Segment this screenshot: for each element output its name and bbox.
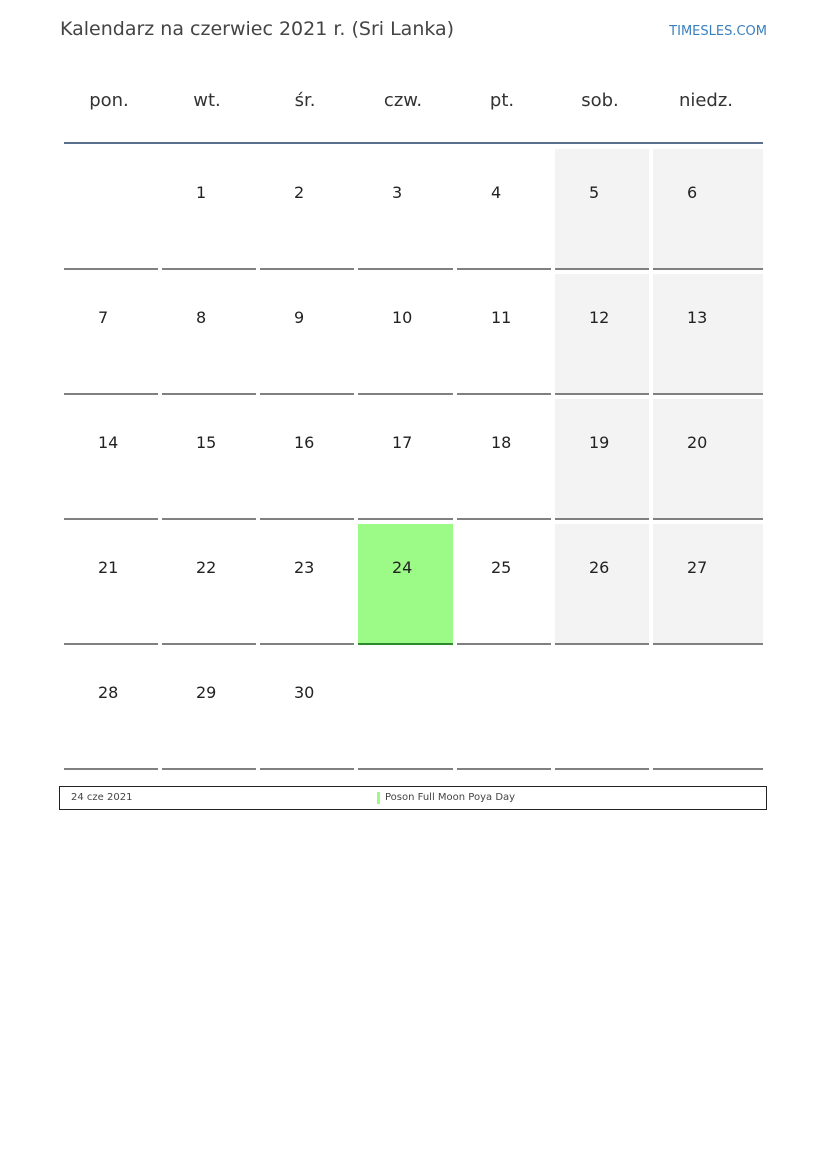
day-number: 11: [491, 308, 512, 327]
day-number: 22: [196, 558, 217, 577]
day-cell-30[interactable]: [260, 649, 354, 770]
day-cell-7[interactable]: [64, 274, 158, 395]
day-number: 4: [491, 183, 502, 202]
holiday-legend: [59, 786, 767, 810]
day-cell-20[interactable]: [653, 399, 763, 520]
day-cell-11[interactable]: [457, 274, 551, 395]
day-number: 20: [687, 433, 708, 452]
day-cell-3[interactable]: [358, 149, 453, 270]
day-cell-26[interactable]: [555, 524, 649, 645]
day-cell-8[interactable]: [162, 274, 256, 395]
legend-date: 24 cze 2021: [71, 792, 133, 803]
day-number: 26: [589, 558, 610, 577]
empty-day-cell: [64, 149, 158, 270]
day-cell-6[interactable]: [653, 149, 763, 270]
weekday-thu: czw.: [383, 90, 423, 111]
day-cell-14[interactable]: [64, 399, 158, 520]
day-number: 3: [392, 183, 403, 202]
weekday-mon: pon.: [89, 90, 129, 111]
day-number: 17: [392, 433, 413, 452]
day-cell-12[interactable]: [555, 274, 649, 395]
brand-link[interactable]: TIMESLES.COM: [669, 24, 767, 39]
day-cell-17[interactable]: [358, 399, 453, 520]
day-number: 10: [392, 308, 413, 327]
day-cell-24[interactable]: [358, 524, 453, 645]
day-number: 5: [589, 183, 600, 202]
day-cell-25[interactable]: [457, 524, 551, 645]
day-number: 9: [294, 308, 305, 327]
empty-day-cell: [358, 649, 453, 770]
day-cell-9[interactable]: [260, 274, 354, 395]
day-number: 13: [687, 308, 708, 327]
day-number: 30: [294, 683, 315, 702]
day-cell-18[interactable]: [457, 399, 551, 520]
day-cell-5[interactable]: [555, 149, 649, 270]
weekday-wed: śr.: [294, 90, 316, 111]
day-number: 12: [589, 308, 610, 327]
day-cell-27[interactable]: [653, 524, 763, 645]
empty-day-cell: [555, 649, 649, 770]
weekday-tue: wt.: [193, 90, 221, 111]
day-number: 25: [491, 558, 512, 577]
day-cell-13[interactable]: [653, 274, 763, 395]
day-cell-16[interactable]: [260, 399, 354, 520]
legend-holiday-name: Poson Full Moon Poya Day: [385, 792, 516, 803]
day-number: 8: [196, 308, 207, 327]
day-cell-22[interactable]: [162, 524, 256, 645]
day-number: 27: [687, 558, 708, 577]
day-cell-28[interactable]: [64, 649, 158, 770]
weekday-sat: sob.: [581, 90, 619, 111]
day-number: 28: [98, 683, 119, 702]
legend-color-swatch: [377, 792, 380, 804]
day-number: 16: [294, 433, 315, 452]
day-number: 23: [294, 558, 315, 577]
day-number: 24: [392, 558, 413, 577]
day-cell-21[interactable]: [64, 524, 158, 645]
day-number: 18: [491, 433, 512, 452]
day-number: 21: [98, 558, 119, 577]
weekday-fri: pt.: [489, 90, 515, 111]
day-cell-10[interactable]: [358, 274, 453, 395]
day-cell-23[interactable]: [260, 524, 354, 645]
day-number: 6: [687, 183, 698, 202]
day-cell-4[interactable]: [457, 149, 551, 270]
weekday-sun: niedz.: [678, 90, 734, 111]
day-number: 29: [196, 683, 217, 702]
day-number: 14: [98, 433, 119, 452]
day-number: 19: [589, 433, 610, 452]
day-cell-29[interactable]: [162, 649, 256, 770]
day-cell-2[interactable]: [260, 149, 354, 270]
day-number: 15: [196, 433, 217, 452]
empty-day-cell: [653, 649, 763, 770]
page-title: Kalendarz na czerwiec 2021 r. (Sri Lanka): [60, 18, 455, 40]
day-number: 7: [98, 308, 109, 327]
day-cell-1[interactable]: [162, 149, 256, 270]
day-number: 1: [196, 183, 207, 202]
day-number: 2: [294, 183, 305, 202]
day-cell-15[interactable]: [162, 399, 256, 520]
day-cell-19[interactable]: [555, 399, 649, 520]
empty-day-cell: [457, 649, 551, 770]
